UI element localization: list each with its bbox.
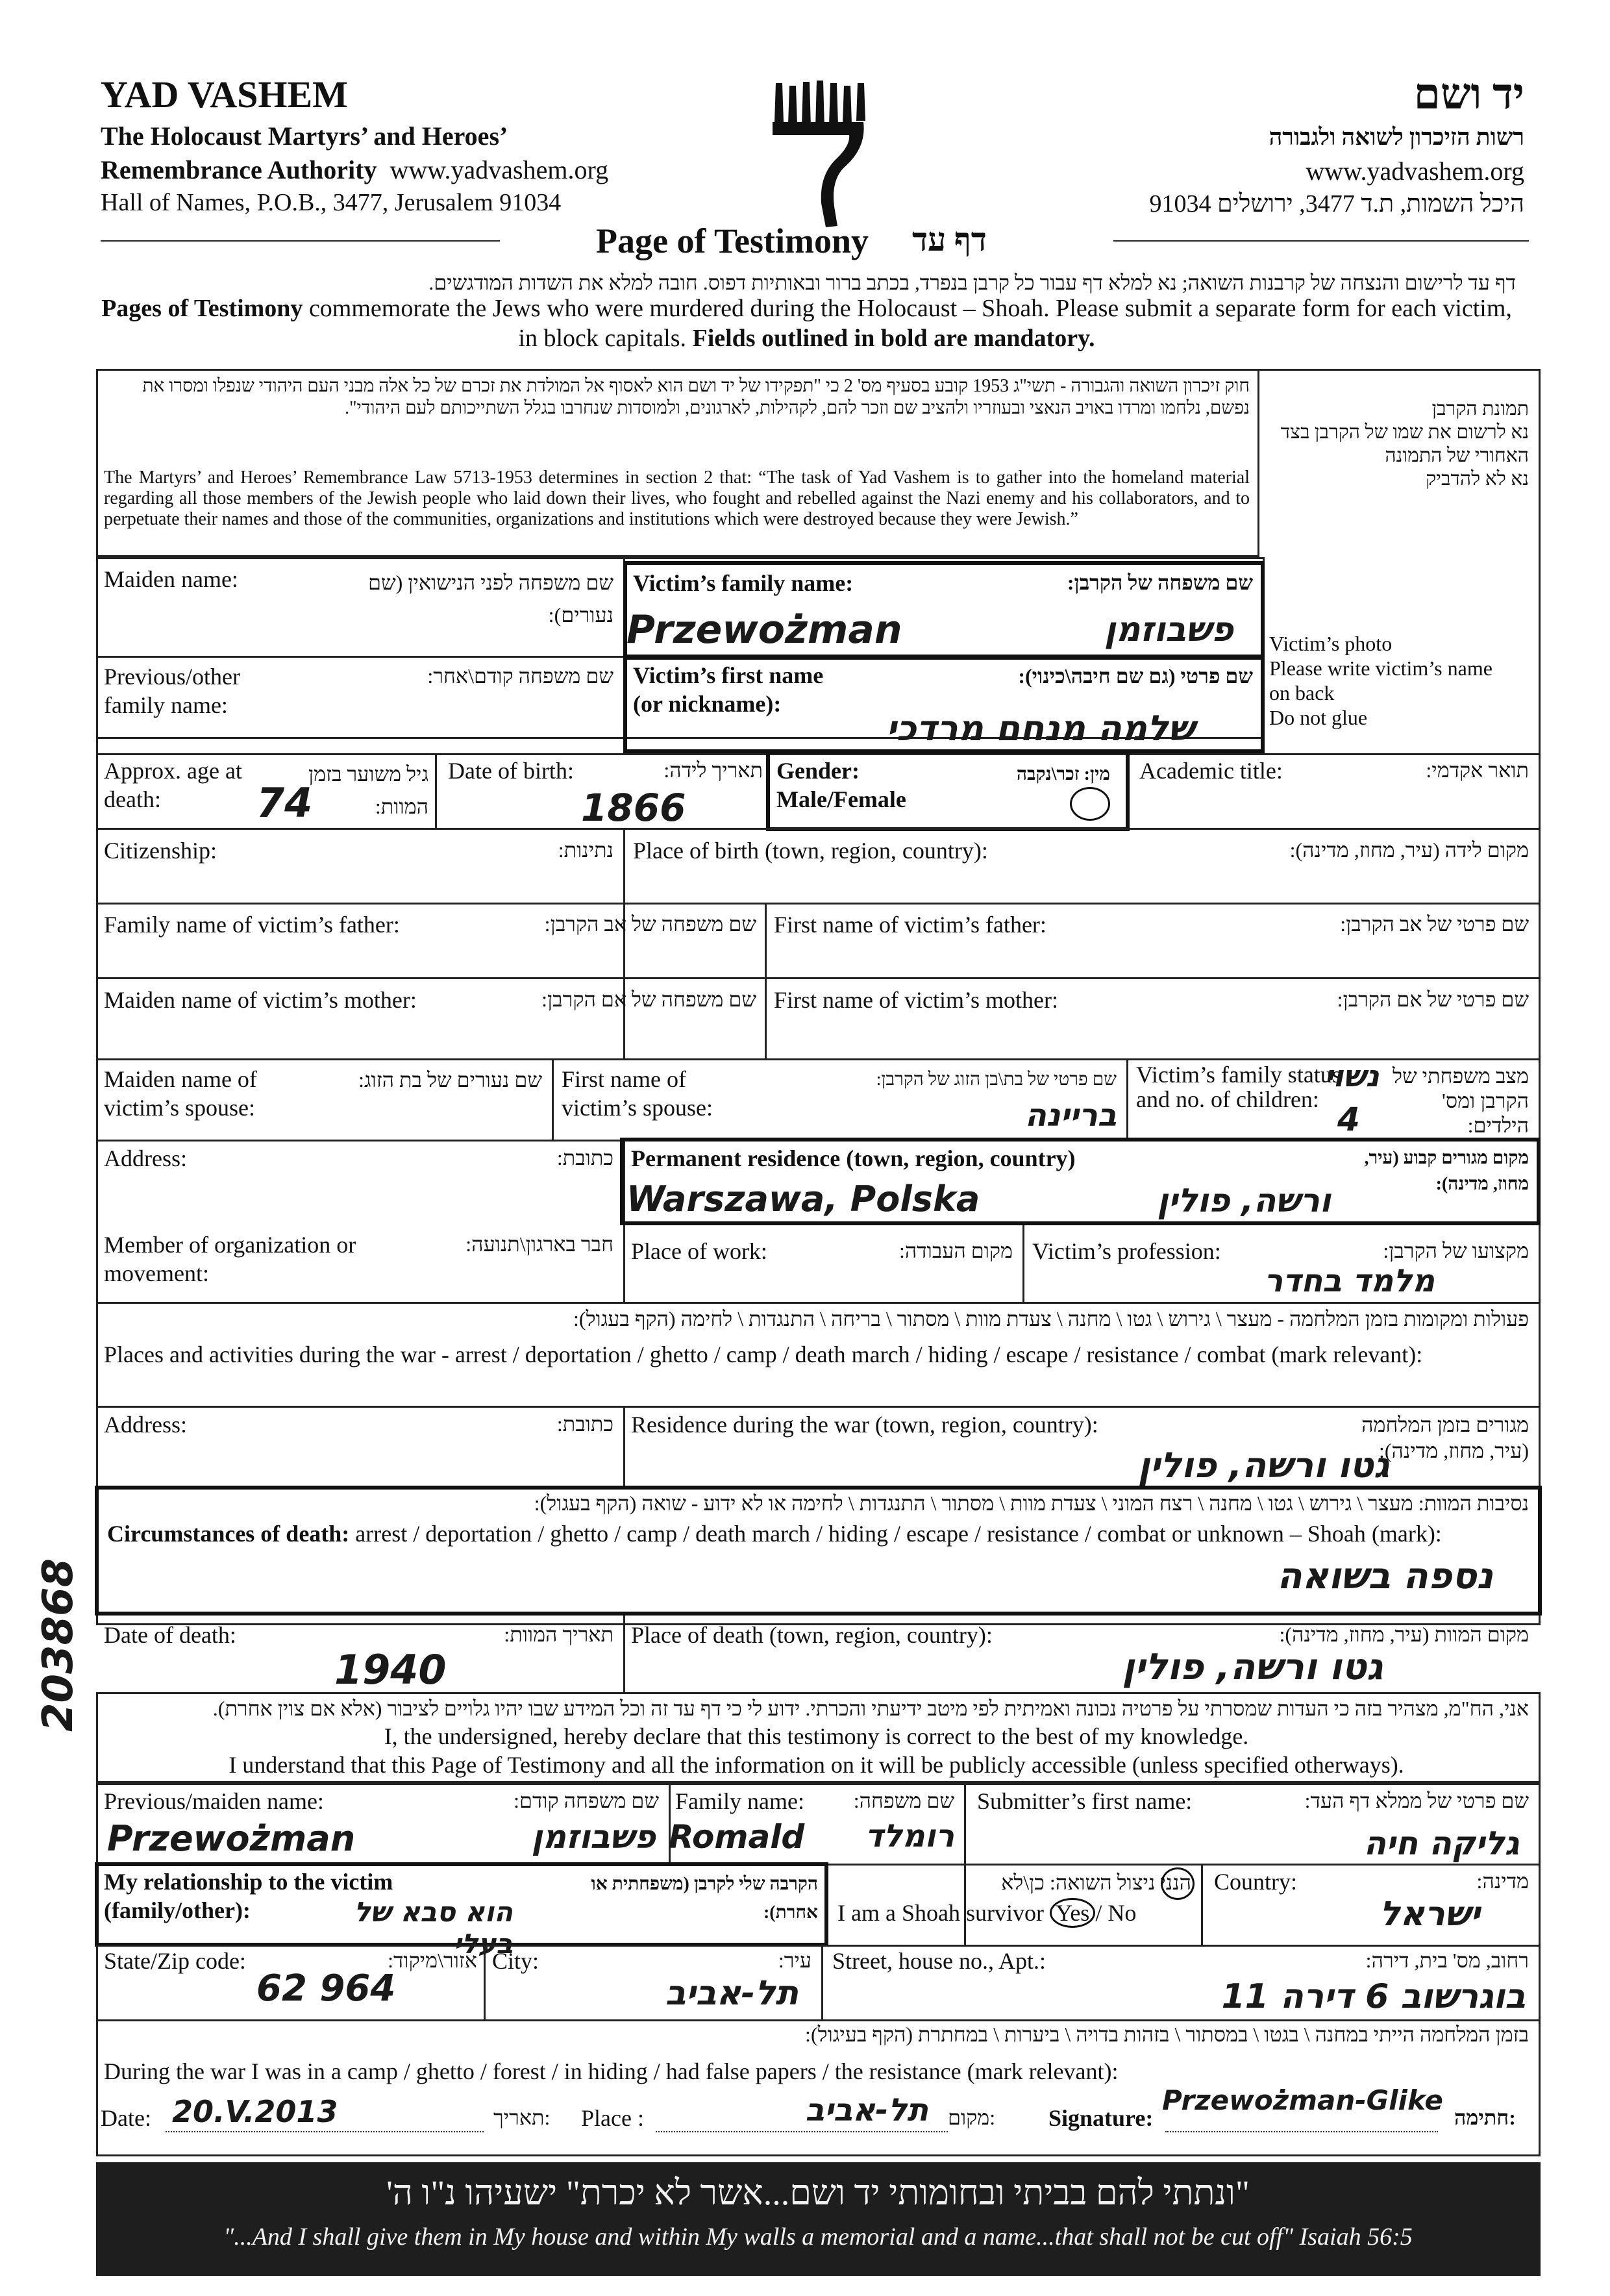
war-residence-label-he: מגורים בזמן המלחמה (עיר, מחוז, מדינה): — [1361, 1413, 1529, 1462]
header-address-en: Hall of Names, P.O.B., 3477, Jerusalem 91034 — [101, 189, 562, 216]
prev-name-label-he: שם משפחה קודם\אחר: — [427, 664, 613, 688]
date-of-death-value: 1940 — [334, 1646, 447, 1693]
war-places-label: Places and activities during the war - arrest / deportation / ghetto / camp / death march / hiding / escape / resistance / combat (mark relevant): — [104, 1341, 1423, 1367]
dob-label: Date of birth: — [448, 758, 574, 784]
academic-label: Academic title: — [1139, 758, 1283, 784]
father-first-label: First name of victim’s father: — [774, 912, 1046, 938]
family-status-label: Victim’s family status and no. of children: — [1136, 1062, 1341, 1112]
family-name-value-he: פשבוזמן — [1104, 610, 1233, 649]
birthplace-label: Place of birth (town, region, country): — [633, 838, 988, 864]
signature-label-he: חתימה: — [1454, 2106, 1516, 2129]
date-line — [166, 2131, 484, 2132]
date-value: 20.V.2013 — [172, 2094, 338, 2129]
survivor-text: I am a Shoah survivor — [837, 1900, 1050, 1926]
header-rule-left — [101, 240, 500, 242]
form-title-en: Page of Testimony — [596, 221, 869, 260]
profession-value: מלמד בחדר — [1264, 1263, 1435, 1299]
circumstances-label-bold: Circumstances of death: — [107, 1521, 350, 1547]
workplace-label: Place of work: — [631, 1238, 767, 1264]
gender-male-circle — [1070, 787, 1110, 821]
row-war-res-top — [96, 1406, 1541, 1408]
mother-first-label-he: שם פרטי של אם הקרבן: — [1337, 988, 1529, 1011]
spouse-divider-1 — [552, 1058, 554, 1140]
yad-vashem-title-en: YAD VASHEM — [101, 73, 348, 116]
photo-he-1: תמונת הקרבן — [1431, 398, 1529, 419]
submitter-first-name-label-he: שם פרטי של ממלא דף העד: — [1304, 1789, 1529, 1812]
header-web-en: www.yadvashem.org — [390, 155, 609, 184]
header-web-he: www.yadvashem.org — [1306, 156, 1524, 186]
street-label: Street, house no., Apt.: — [832, 1948, 1046, 1974]
spouse-first-label-he: שם פרטי של בת\בן הזוג של הקרבן: — [876, 1069, 1117, 1090]
survivor-country-divider — [1201, 1864, 1203, 1945]
gender-label: Gender: Male/Female — [776, 758, 906, 812]
mother-maiden-label: Maiden name of victim’s mother: — [104, 987, 417, 1013]
intro-en-bold: Pages of Testimony — [101, 295, 303, 322]
birthplace-label-he: מקום לידה (עיר, מחוז, מדינה): — [1289, 838, 1529, 862]
spouse-first-value: בריינה — [1024, 1097, 1117, 1134]
family-status-value: נשוי — [1324, 1058, 1380, 1093]
city-label: City: — [492, 1948, 539, 1974]
age-label-he: גיל משוער בזמן המוות: — [308, 762, 428, 818]
photo-instructions-he — [1263, 397, 1529, 491]
header-rule-right — [1113, 240, 1529, 242]
date-label: Date: — [101, 2105, 151, 2131]
city-value: תל-אביב — [665, 1974, 799, 2013]
intro-en-mandatory: Fields outlined in bold are mandatory. — [692, 325, 1095, 352]
workplace-label-he: מקום העבודה: — [898, 1239, 1013, 1262]
country-value: ישראל — [1380, 1895, 1480, 1934]
place-value: תל-אביב — [805, 2092, 928, 2128]
spouse-maiden-label: Maiden name of victim’s spouse: — [104, 1066, 257, 1121]
intro-en — [97, 293, 1516, 353]
submitter-family-name-label: Family name: — [675, 1788, 804, 1814]
place-label: Place : — [581, 2105, 644, 2131]
survivor-label — [837, 1899, 1136, 1927]
header-line2-en — [101, 155, 608, 185]
header-line1-en: The Holocaust Martyrs’ and Heroes’ — [101, 121, 508, 151]
citizenship-divider — [623, 828, 625, 1058]
mother-first-label: First name of victim’s mother: — [774, 987, 1058, 1013]
date-label-he: תאריך: — [493, 2106, 551, 2129]
photo-instructions-en — [1269, 631, 1516, 730]
war-residence-label: Residence during the war (town, region, country): — [631, 1412, 1098, 1438]
dob-label-he: תאריך לידה: — [663, 758, 763, 782]
organization-label: Member of organization or movement: — [104, 1232, 356, 1286]
law-en: The Martyrs’ and Heroes’ Remembrance Law 5713-1953 determines in section 2 that: “The task of Yad Vashem is to gather into the homeland material regarding all those members of the Jewish people who laid down their lives, who fought and rebelled against the Nazi enemy and his collaborators, and to perpetuate their names and those of the communities, organizations and institutions which were destroyed because they were Jewish.” — [104, 468, 1250, 529]
survivor-yes-he-circle — [1161, 1867, 1195, 1900]
family-name-label: Victim’s family name: — [633, 570, 854, 596]
signature-value: Przewożman-Glike — [1162, 2084, 1443, 2116]
row-war-places-top — [96, 1302, 1541, 1304]
header-address-he: היכל השמות, ת.ד 3477, ירושלים 91034 — [1149, 190, 1524, 218]
first-name-label: Victim’s first name (or nickname): — [633, 662, 824, 717]
circumstances-label — [107, 1519, 1442, 1548]
submitter-prev-name-label-he: שם משפחה קודם: — [514, 1789, 659, 1812]
footer-quote-en: "...And I shall give them in My house and within My walls a memorial and a name...that shall not be cut off" Isaiah 56:5 — [223, 2223, 1413, 2251]
submitter-prev-name-label: Previous/maiden name: — [104, 1788, 324, 1814]
permanent-residence-value: Warszawa, Polska — [626, 1179, 980, 1219]
row-mother-top — [96, 977, 1541, 979]
father-first-label-he: שם פרטי של אב הקרבן: — [1340, 912, 1529, 936]
row-camp-top — [96, 2019, 1541, 2021]
death-divider — [623, 1616, 625, 1692]
submitter-first-name-value: גליקה חיה — [1363, 1825, 1519, 1862]
family-name-label-he: שם משפחה של הקרבן: — [1067, 571, 1253, 594]
maiden-name-label-he: שם משפחה לפני הנישואין (שם נעורים): — [368, 571, 613, 627]
footer-quote-he: "ונתתי להם בביתי ובחומותי יד ושם...אשר לא יכרת" ישעיהו נ"ו ה' — [386, 2173, 1250, 2212]
declaration-en-1: I, the undersigned, hereby declare that this testimony is correct to the best of my knowledge. — [384, 1723, 1249, 1749]
declaration-en-2: I understand that this Page of Testimony and all the information on it will be publicly accessible (unless specified otherways). — [229, 1752, 1404, 1778]
spouse-maiden-label-he: שם נעורים של בת הזוג: — [358, 1068, 542, 1092]
city-street-divider — [821, 1945, 823, 2019]
age-dob-divider — [435, 753, 437, 828]
war-address-label: Address: — [104, 1412, 187, 1438]
father-family-label: Family name of victim’s father: — [104, 912, 400, 938]
submitter-family-name-value: Romald — [669, 1818, 805, 1856]
survivor-yes: Yes — [1050, 1898, 1095, 1928]
survivor-label-he: הנני ניצול השואה: כן\לא — [1001, 1871, 1191, 1894]
row-father-top — [96, 903, 1541, 905]
profession-label-he: מקצועו של הקרבן: — [1383, 1239, 1529, 1262]
workplace-divider — [1022, 1225, 1024, 1302]
intro-en-text: commemorate the Jews who were murdered during the Holocaust – Shoah. Please submit a separate form for each victim, in block capitals. — [303, 295, 1512, 352]
submitter-prev-name-value: Przewożman — [107, 1818, 356, 1859]
photo-he-3: נא לא להדביק — [1426, 468, 1529, 490]
first-name-label-he: שם פרטי (גם שם חיבה\כינוי): — [1018, 664, 1253, 688]
street-label-he: רחוב, מס' בית, דירה: — [1365, 1949, 1529, 1972]
place-of-death-label: Place of death (town, region, country): — [631, 1622, 993, 1648]
dob-value: 1866 — [581, 786, 686, 830]
address-label: Address: — [104, 1145, 187, 1171]
submitter-first-name-label: Submitter’s first name: — [977, 1788, 1193, 1814]
family-status-label-he: מצב משפחתי של הקרבן ומס' הילדים: — [1392, 1064, 1529, 1137]
intro-he: דף עד לרישום והנצחה של קרבנות השואה; נא למלא דף עבור כל קרבן בנפרד, בכתב ברור ובאותיות דפוס. חובה למלא את השדות המודגשים. — [428, 271, 1516, 294]
date-of-death-label: Date of death: — [104, 1622, 236, 1648]
war-camp-label: During the war I was in a camp / ghetto / forest / in hiding / had false papers / the resistance (mark relevant): — [104, 2058, 1119, 2084]
survivor-no: / No — [1095, 1900, 1137, 1926]
prev-name-label: Previous/other family name: — [104, 664, 240, 718]
place-label-he: מקום: — [948, 2106, 996, 2129]
yad-vashem-title-he: יד ושם — [1413, 71, 1524, 118]
zip-label-he: אזור\מיקוד: — [388, 1949, 477, 1972]
header-authority-en: Remembrance Authority — [101, 155, 377, 184]
place-of-death-value: גטו ורשה, פולין — [1122, 1646, 1383, 1688]
place-line — [656, 2131, 948, 2132]
relationship-label-he: הקרבה שלי לקרבן (משפחתית או אחרת): — [591, 1874, 818, 1923]
citizenship-label: Citizenship: — [104, 838, 217, 864]
row-citizenship-top — [96, 828, 1541, 830]
gender-label-he: מין: זכר\נקבה — [1016, 764, 1110, 784]
place-of-death-label-he: מקום המוות (עיר, מחוז, מדינה): — [1279, 1623, 1529, 1646]
submitter-prev-name-value-he: פשבוזמן — [531, 1818, 656, 1856]
children-count-value: 4 — [1337, 1101, 1360, 1138]
address-label-he: כתובת: — [556, 1146, 613, 1169]
war-residence-value: גטו ורשה, פולין — [1137, 1445, 1389, 1486]
signature-line — [1165, 2131, 1438, 2132]
permanent-residence-label-he: מקום מגורים קבוע (עיר, מחוז, מדינה): — [1364, 1148, 1529, 1194]
circumstances-value: נספה בשואה — [1277, 1555, 1493, 1597]
city-label-he: עיר: — [778, 1949, 811, 1972]
permanent-residence-label: Permanent residence (town, region, country) — [631, 1145, 1076, 1171]
zip-label: State/Zip code: — [104, 1948, 246, 1974]
war-res-divider — [623, 1406, 625, 1487]
country-label-he: מדינה: — [1476, 1869, 1529, 1893]
circumstances-label-text: arrest / deportation / ghetto / camp / death march / hiding / escape / resistance / combat or unknown – Shoah (mark): — [349, 1521, 1442, 1547]
spouse-divider-2 — [1126, 1058, 1128, 1140]
signature-label: Signature: — [1048, 2105, 1154, 2131]
age-value: 74 — [256, 779, 313, 827]
organization-label-he: חבר בארגון\תנועה: — [465, 1232, 613, 1256]
permanent-residence-value-he: ורשה, פולין — [1157, 1182, 1331, 1219]
photo-en-3: Do not glue — [1269, 706, 1368, 729]
side-number: 203868 — [34, 1558, 82, 1732]
first-name-value: שלמה מנחם מרדכי — [886, 708, 1195, 749]
form-title-he: דף עד — [912, 221, 987, 258]
date-of-death-label-he: תאריך המוות: — [504, 1623, 613, 1646]
zip-value: 62 964 — [256, 1967, 396, 2010]
family-name-value: Przewożman — [626, 607, 902, 653]
submitter-family-name-label-he: שם משפחה: — [853, 1789, 954, 1812]
circumstances-label-he: נסיבות המוות: מעצר \ גירוש \ גטו \ מחנה \ רצח המוני \ צעדת מוות \ מסתור \ התנגדות \ לחימה או לא ידוע - שואה (הקף בעגול): — [534, 1491, 1529, 1515]
war-places-label-he: פעולות ומקומות בזמן המלחמה - מעצר \ גירוש \ גטו \ מחנה \ צעדת מוות \ מסתור \ בריחה \ התנגדות \ לחימה (הקף בעגול): — [573, 1307, 1529, 1330]
header-line1-he: רשות הזיכרון לשואה ולגבורה — [1269, 124, 1524, 150]
submitter-family-name-value-he: רומלד — [865, 1818, 954, 1854]
war-address-label-he: כתובת: — [556, 1412, 613, 1436]
age-label: Approx. age at death: — [104, 758, 242, 812]
academic-label-he: תואר אקדמי: — [1426, 758, 1529, 782]
yad-vashem-logo — [766, 77, 870, 232]
mother-maiden-label-he: שם משפחה של אם הקרבן: — [541, 988, 756, 1011]
father-family-label-he: שם משפחה של אב הקרבן: — [544, 912, 756, 936]
spouse-first-label: First name of victim’s spouse: — [562, 1066, 713, 1121]
citizenship-label-he: נתינות: — [558, 838, 613, 862]
photo-en-1: Victim’s photo — [1269, 632, 1393, 655]
relationship-label: My relationship to the victim (family/other): — [104, 1869, 393, 1923]
law-he: חוק זיכרון השואה והגבורה - תשי"ג 1953 קובע בסעיף מס' 2 כי "תפקידו של יד ושם הוא לאסוף אל המולדת את זכרם של כל אלה מבני העם היהודי שנפלו ומסרו את נפשם, נלחמו ומרדו באויב הנאצי ובעוזריו ולהציב שם וזכר להם, לקהילות, לארגונים, ולמוסדות שנחרבו בגלל השתייכותם לעם היהודי". — [142, 376, 1250, 418]
relationship-value: הוא סבא של בעלי — [354, 1896, 513, 1960]
street-value: בוגרשוב 6 דירה 11 — [1221, 1977, 1526, 2016]
country-label: Country: — [1214, 1869, 1298, 1895]
father-divider — [765, 903, 767, 1058]
photo-he-2: נא לרשום את שמו של הקרבן בצד האחורי של התמונה — [1280, 421, 1529, 466]
declaration-he: אני, הח"מ, מצהיר בזה כי העדות שמסרתי על פרטיה נכונה ואמיתית לפי מיטב ידיעתי והכרתי. ידוע לי כי דף עד זה וכל המידע שבו יהיו גלויים לציבור (אלא אם צוין אחרת). — [212, 1697, 1529, 1720]
profession-label: Victim’s profession: — [1032, 1238, 1221, 1264]
zip-city-divider — [484, 1945, 486, 2019]
row-zip-top — [96, 1945, 1541, 1947]
photo-en-2: Please write victim’s name on back — [1269, 656, 1492, 705]
war-camp-label-he: בזמן המלחמה הייתי במחנה \ בגטו \ במסתור \ בזהות בדויה \ ביערות \ במחתרת (הקף בעיגול): — [805, 2023, 1529, 2046]
maiden-name-label: Maiden name: — [104, 566, 238, 592]
